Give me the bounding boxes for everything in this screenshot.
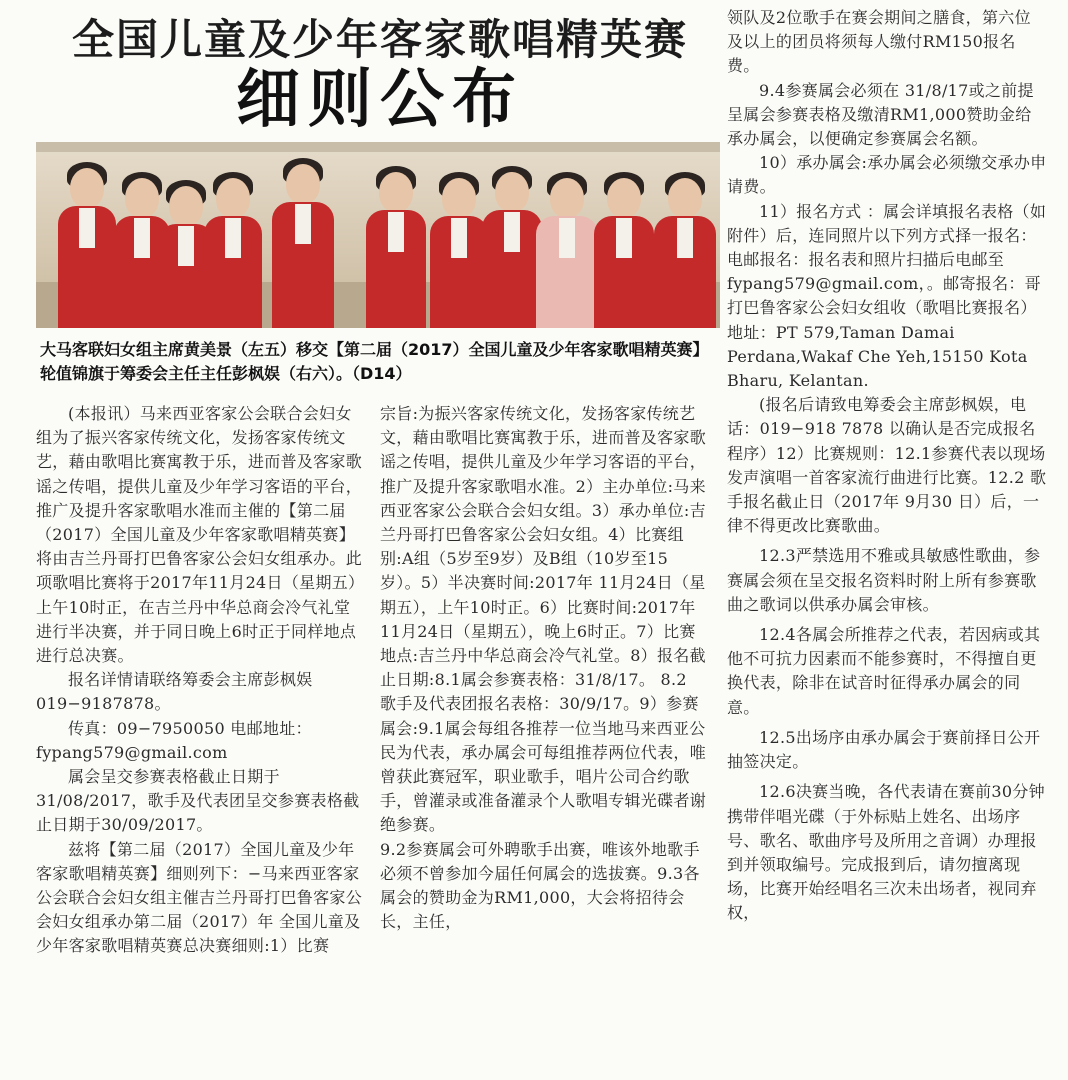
article-column-2 bbox=[380, 402, 708, 934]
photo-person bbox=[654, 178, 716, 328]
paragraph: (本报讯）马来西亚客家公会联合会妇女组为了振兴客家传统文化，发扬客家传统文艺，藉由歌唱比赛寓教于乐，进而普及客家歌谣之传唱，提供儿童及少年学习客语的平台，推广及提升客家歌唱水准而主催的【第二届（2017）全国儿童及少年客家歌唱精英赛】将由吉兰丹哥打巴鲁客家公会妇女组承办。此项歌唱比赛将于2017年11月24日（星期五）上午10时正，在吉兰丹中华总商会冷气礼堂进行半决赛，并于同日晚上6时正于同样地点进行总决赛。 bbox=[36, 404, 365, 666]
photo-person bbox=[204, 178, 262, 328]
paragraph: 9.2参赛属会可外聘歌手出赛，唯该外地歌手必须不曾参加今届任何属会的选拔赛。9.3各属会的赞助金为RM1,000，大会将招待会长，主任， bbox=[380, 839, 700, 932]
paragraph: 10）承办属会:承办属会必须缴交承办申请费。 bbox=[727, 153, 1047, 197]
paragraph: 兹将【第二届（2017）全国儿童及少年客家歌唱精英赛】细则列下：−马来西亚客家公会联合会妇女组主催吉兰丹哥打巴鲁客家公会妇女组承办第二届（2017）年 全国儿童及少年客家歌唱精英赛总决赛细则:1）比赛 bbox=[36, 839, 363, 956]
paragraph: 12.3严禁选用不雅或具敏感性歌曲，参赛属会须在呈交报名资料时附上所有参赛歌曲之歌词以供承办属会审核。 bbox=[727, 546, 1041, 614]
paragraph: 报名详情请联络筹委会主席彭枫娱 019−9187878。 bbox=[36, 670, 313, 714]
photo-person bbox=[366, 172, 426, 328]
photo-person bbox=[482, 172, 542, 328]
paragraph: (报名后请致电筹委会主席彭枫娱，电话：019−918 7878 以确认是否完成报名程序）12）比赛规则：12.1参赛代表以现场发声演唱一首客家流行曲进行比赛。12.2 歌手报名截止日（2017年 9月30 日）后，一律不得更改比赛歌曲。 bbox=[727, 395, 1047, 536]
photo-person bbox=[58, 168, 116, 328]
paragraph: 宗旨:为振兴客家传统文化，发扬客家传统艺文，藉由歌唱比赛寓教于乐，进而普及客家歌谣之传唱，提供儿童及少年学习客语的平台，推广及提升客家歌唱水准。2）主办单位:马来西亚客家公会联合会妇女组。3）承办单位:吉兰丹哥打巴鲁客家公会妇女组。4）比赛组别:A组（5岁至9岁）及B组（10岁至15岁）。5）半决赛时间:2017年 11月24日（星期五），上午10时正。6）比赛时间:2017年11月24日（星期五），晚上6时正。7）比赛地点:吉兰丹中华总商会冷气礼堂。8）报名截止日期:8.1属会参赛表格：31/8/17。 8.2 歌手及代表团报名表格：30/9/17。9）参赛属会:9.1属会每组各推荐一位当地马来西亚公民为代表，承办属会可每组推荐两位代表，唯曾获此赛冠军，职业歌手，唱片公司合约歌手，曾灌录或准备灌录个人歌唱专辑光碟者谢绝参赛。 bbox=[380, 404, 707, 835]
photo-person bbox=[272, 164, 334, 328]
article-column-3 bbox=[727, 6, 1047, 926]
paragraph: 12.5出场序由承办属会于赛前择日公开抽签决定。 bbox=[727, 727, 1041, 772]
article-column-1 bbox=[36, 402, 366, 959]
paragraph: 传真：09−7950050 电邮地址：fypang579@gmail.com bbox=[36, 718, 312, 762]
group-photo bbox=[36, 142, 720, 328]
paragraph: 领队及2位歌手在赛会期间之膳食，第六位及以上的团员将须每人缴付RM150报名费。 bbox=[727, 8, 1031, 76]
photo-person bbox=[536, 178, 598, 328]
headline-line2: 细则公布 bbox=[236, 63, 524, 137]
paragraph: 11）报名方式 ：属会详填报名表格（如附件）后，连同照片以下列方式择一报名：电邮报名：报名表和照片扫描后电邮至 fypang579@gmail.com，。邮寄报名：哥打巴鲁客家公会妇女组收（歌唱比赛报名）地址：PT 579,Taman Damai Perdana,Wakaf Che Yeh,15150 Kota Bharu, Kelantan. bbox=[727, 201, 1047, 391]
paragraph: 12.6决赛当晚，各代表请在赛前30分钟携带伴唱光碟（于外标贴上姓名、出场序号、歌名、歌曲序号及所用之音调）办理报到并领取编号。完成报到后，请勿擅离现场，比赛开始经唱名三次未出场者，视同弃权， bbox=[727, 782, 1045, 923]
photo-person bbox=[594, 178, 654, 328]
paragraph: 属会呈交参赛表格截止日期于31/08/2017，歌手及代表团呈交参赛表格截止日期于30/09/2017。 bbox=[36, 767, 360, 835]
headline-line1: 全国儿童及少年客家歌唱精英赛 bbox=[71, 15, 688, 64]
photo-wall-trim bbox=[36, 142, 720, 152]
photo-person bbox=[430, 178, 488, 328]
paragraph: 12.4各属会所推荐之代表，若因病或其他不可抗力因素而不能参赛时，不得擅自更换代表，除非在试音时征得承办属会的同意。 bbox=[727, 625, 1041, 717]
paragraph: 9.4参赛属会必须在 31/8/17或之前提呈属会参赛表格及缴清RM1,000赞助金给承办属会，以便确定参赛属会名额。 bbox=[727, 80, 1034, 149]
photo-caption: 大马客联妇女组主席黄美景（左五）移交【第二届（2017）全国儿童及少年客家歌唱精英赛】轮值锦旗于筹委会主任主任彭枫娱（右六）。（D14） bbox=[40, 340, 709, 383]
